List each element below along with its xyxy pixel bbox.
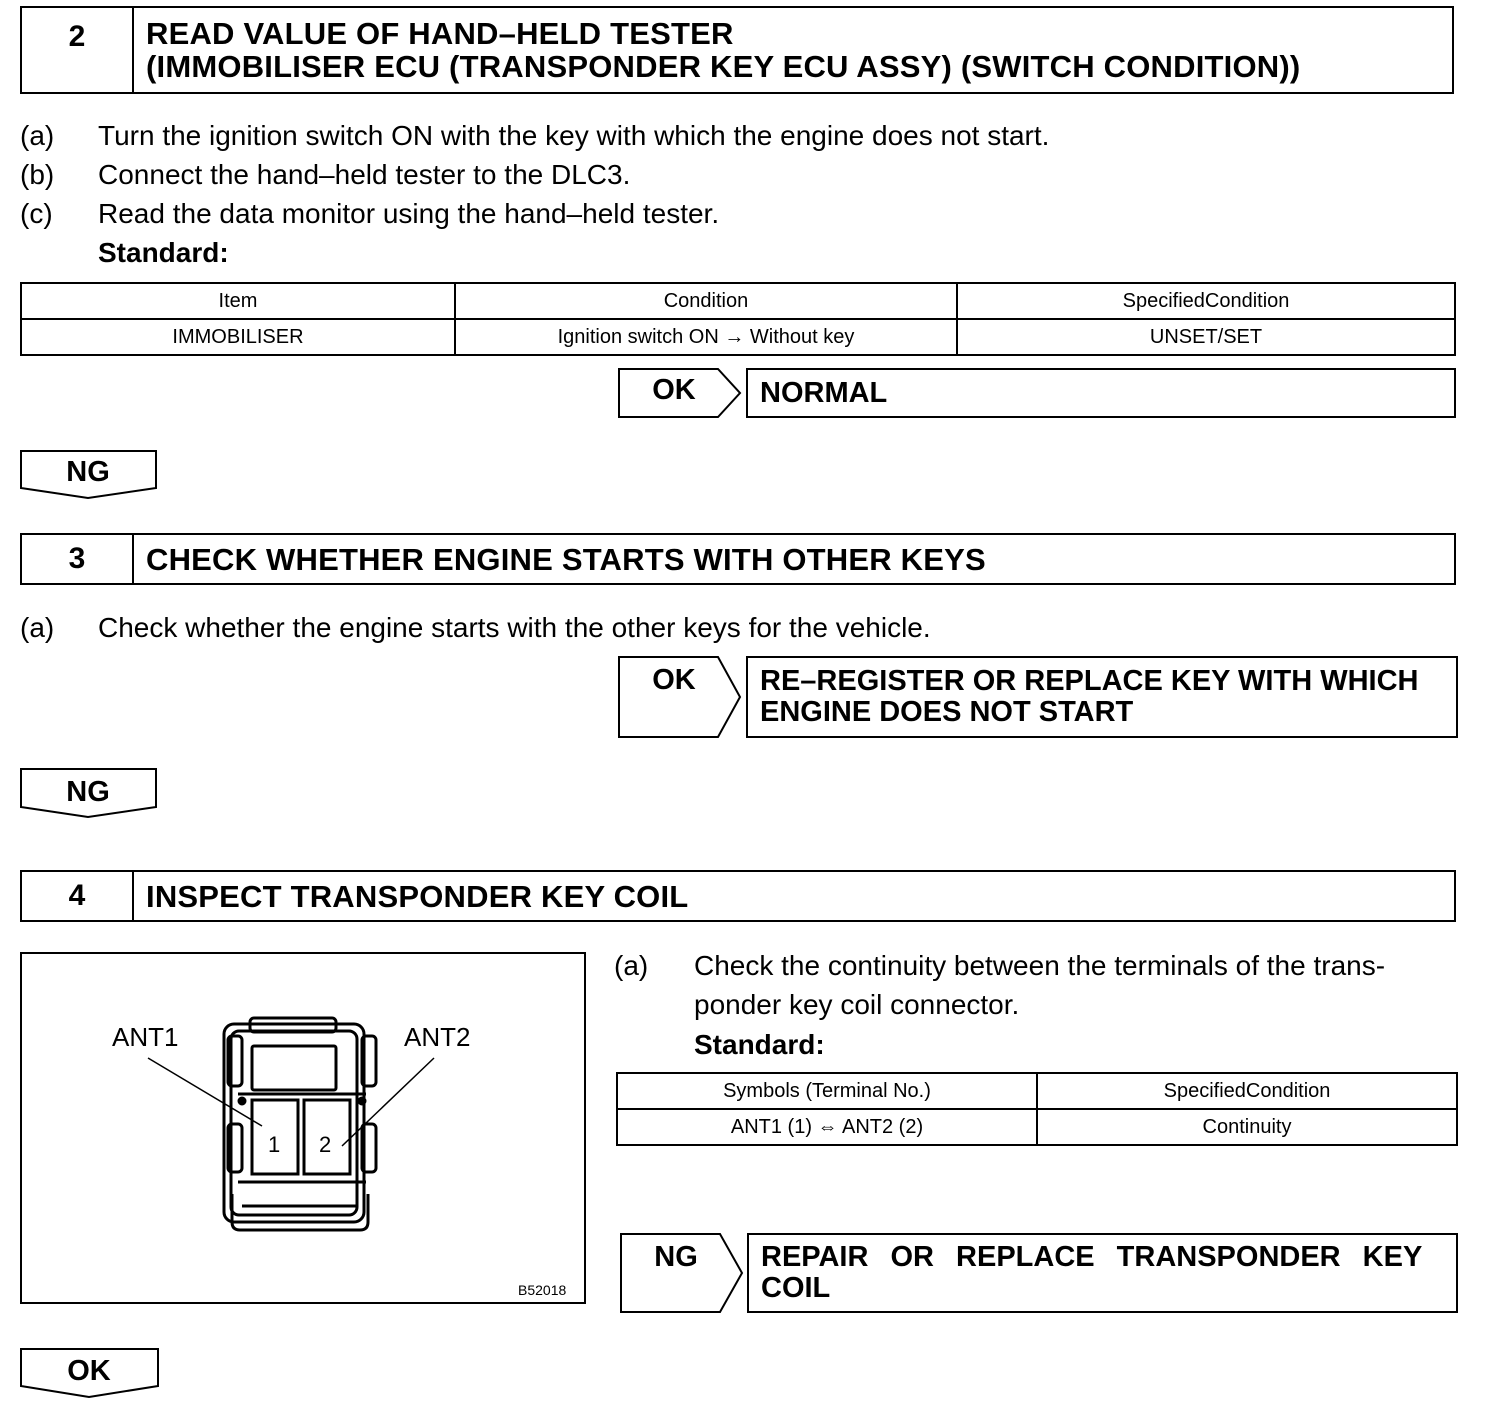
table-cell-condition: Ignition switch ON → Without key — [455, 319, 957, 355]
step3-ok-label: OK — [652, 664, 696, 696]
step3-ok-result-line2: ENGINE DOES NOT START — [760, 696, 1134, 728]
ant2-label: ANT2 — [404, 1022, 471, 1052]
table-row — [617, 1109, 1457, 1145]
step2-number-cell — [20, 6, 134, 94]
step2-ng-label: NG — [66, 456, 110, 488]
step4-ng-result-line2: COIL — [761, 1272, 831, 1304]
step4-ng-result-line1: REPAIR OR REPLACE TRANSPONDER KEY — [761, 1241, 1423, 1273]
step2-ok-result-text: NORMAL — [760, 376, 888, 409]
step3-number-cell — [20, 533, 134, 585]
step3-number: 3 — [68, 542, 86, 575]
pin1-label: 1 — [268, 1132, 281, 1157]
table-header-condition: Condition — [455, 283, 957, 319]
step4-title: INSPECT TRANSPONDER KEY COIL — [146, 878, 689, 914]
step4-item-a-line2: ponder key coil connector. — [694, 989, 1020, 1020]
table-cell-symbols: ANT1 (1) ⇔ ANT2 (2) — [617, 1109, 1037, 1145]
step2-title-line1: READ VALUE OF HAND–HELD TESTER — [146, 16, 734, 51]
step2-item-c-text: Read the data monitor using the hand–held tester. — [98, 198, 720, 229]
connector-drawing — [22, 954, 584, 1302]
step2-ok-label: OK — [652, 374, 696, 406]
step2-item-b-letter: (b) — [20, 159, 55, 190]
table-cell-item: IMMOBILISER — [21, 319, 455, 355]
step4-ng-result — [747, 1233, 1458, 1313]
table-header-specified: SpecifiedCondition — [1037, 1073, 1457, 1109]
step4-number-cell — [20, 870, 134, 922]
step4-item-a-letter: (a) — [614, 950, 649, 981]
step3-title: CHECK WHETHER ENGINE STARTS WITH OTHER KEYS — [146, 541, 986, 577]
step2-ok-result — [746, 368, 1456, 418]
table-header-row — [617, 1073, 1457, 1109]
step2-title-line2: (IMMOBILISER ECU (TRANSPONDER KEY ECU ASSY) (SWITCH CONDITION)) — [146, 49, 1301, 84]
table-header-symbols: Symbols (Terminal No.) — [617, 1073, 1037, 1109]
table-cell-specified: Continuity — [1037, 1109, 1457, 1145]
pin2-label: 2 — [319, 1132, 332, 1157]
table-row — [21, 319, 1455, 355]
step2-item-a-letter: (a) — [20, 120, 55, 151]
step3-ok-result-line1: RE–REGISTER OR REPLACE KEY WITH WHICH — [760, 665, 1419, 697]
step2-standard-label: Standard: — [98, 237, 229, 268]
step3-item-a-letter: (a) — [20, 612, 55, 643]
step2-item-b-text: Connect the hand–held tester to the DLC3. — [98, 159, 631, 190]
step4-ok-label: OK — [67, 1355, 111, 1387]
step4-standard-label: Standard: — [694, 1029, 825, 1060]
table-cell-specified: UNSET/SET — [957, 319, 1455, 355]
step4-item-a-line1: Check the continuity between the terminals of the trans- — [694, 950, 1386, 981]
step2-item-c-letter: (c) — [20, 198, 53, 229]
step4-ng-label: NG — [654, 1241, 698, 1273]
table-header-item: Item — [21, 283, 455, 319]
ant1-label: ANT1 — [112, 1022, 179, 1052]
table-header-specified: SpecifiedCondition — [957, 283, 1455, 319]
connector-illustration — [20, 952, 586, 1304]
step4-title-cell — [132, 870, 1456, 922]
step2-standard-table — [20, 282, 1456, 356]
step4-number: 4 — [68, 879, 86, 912]
step2-item-a-text: Turn the ignition switch ON with the key with which the engine does not start. — [98, 120, 1050, 151]
step3-item-a-text: Check whether the engine starts with the other keys for the vehicle. — [98, 612, 931, 643]
step2-number: 2 — [68, 20, 86, 53]
step2-title-cell — [132, 6, 1454, 94]
step3-ok-result — [746, 656, 1458, 738]
illustration-code: B52018 — [518, 1282, 567, 1298]
table-header-row — [21, 283, 1455, 319]
step3-title-cell — [132, 533, 1456, 585]
step3-ng-label: NG — [66, 776, 110, 808]
step4-standard-table — [616, 1072, 1458, 1146]
